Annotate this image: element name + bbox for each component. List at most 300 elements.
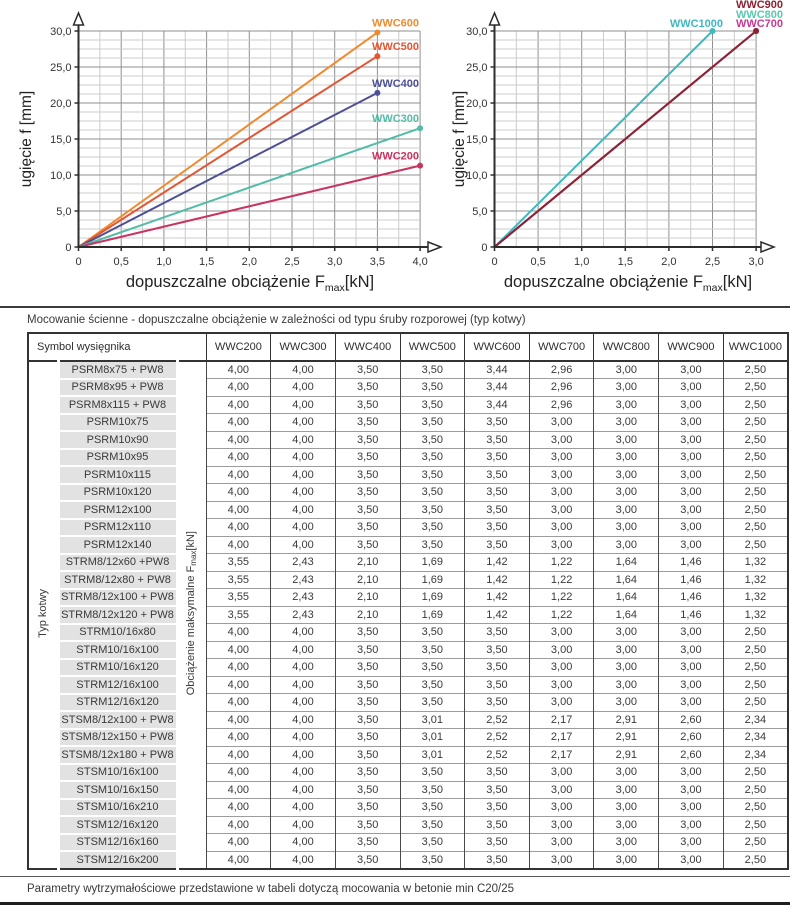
anchor-type-cell: STRM10/16x100 <box>58 641 177 659</box>
load-value-cell: 3,00 <box>594 379 659 397</box>
load-value-cell: 3,50 <box>335 746 400 764</box>
load-value-cell: 2,50 <box>723 379 788 397</box>
load-value-cell: 3,00 <box>659 449 724 467</box>
load-value-cell: 3,50 <box>335 519 400 537</box>
load-value-cell: 4,00 <box>206 466 271 484</box>
series-endpoint-WWC600 <box>374 29 380 35</box>
load-value-cell: 2,43 <box>271 606 336 624</box>
table-row <box>28 711 788 729</box>
column-header-WWC300: WWC300 <box>271 333 336 361</box>
load-value-cell: 4,00 <box>206 659 271 677</box>
load-value-cell: 3,00 <box>594 781 659 799</box>
load-value-cell: 3,00 <box>594 641 659 659</box>
load-value-cell: 4,00 <box>271 799 336 817</box>
table-row <box>28 676 788 694</box>
load-value-cell: 3,50 <box>335 536 400 554</box>
load-value-cell: 4,00 <box>271 519 336 537</box>
load-value-cell: 3,00 <box>594 431 659 449</box>
load-value-cell: 3,50 <box>335 694 400 712</box>
load-value-cell: 3,50 <box>465 431 530 449</box>
load-value-cell: 3,01 <box>400 729 465 747</box>
table-row <box>28 431 788 449</box>
y-tick-label: 20,0 <box>50 98 72 110</box>
load-value-cell: 4,00 <box>206 851 271 869</box>
load-value-cell: 3,00 <box>529 466 594 484</box>
load-value-cell: 2,60 <box>659 746 724 764</box>
load-value-cell: 3,00 <box>529 799 594 817</box>
anchor-type-cell: STSM10/16x100 <box>58 764 177 782</box>
load-value-cell: 3,00 <box>594 536 659 554</box>
series-endpoint-WWC300 <box>417 125 423 131</box>
load-value-cell: 3,50 <box>465 641 530 659</box>
y-tick-label: 25,0 <box>50 62 72 74</box>
load-value-cell: 3,00 <box>659 799 724 817</box>
load-value-cell: 4,00 <box>271 816 336 834</box>
load-value-cell: 3,00 <box>594 816 659 834</box>
load-value-cell: 1,42 <box>465 589 530 607</box>
load-value-cell: 3,44 <box>465 379 530 397</box>
load-value-cell: 3,00 <box>529 659 594 677</box>
load-value-cell: 1,46 <box>659 571 724 589</box>
x-tick-label: 0,5 <box>530 256 546 268</box>
load-value-cell: 3,00 <box>529 501 594 519</box>
load-value-cell: 4,00 <box>206 676 271 694</box>
load-value-cell: 3,55 <box>206 571 271 589</box>
load-value-cell: 3,50 <box>335 781 400 799</box>
series-label-WWC900: WWC900 <box>735 0 783 11</box>
load-value-cell: 3,01 <box>400 746 465 764</box>
load-value-cell: 2,96 <box>529 361 594 379</box>
y-tick-label: 20,0 <box>466 98 488 110</box>
load-value-cell: 4,00 <box>271 711 336 729</box>
load-value-cell: 2,10 <box>335 554 400 572</box>
load-value-cell: 2,50 <box>723 694 788 712</box>
load-value-cell: 3,50 <box>335 449 400 467</box>
series-label-WWC300: WWC300 <box>371 113 419 126</box>
deflection-chart-right-svg <box>450 0 790 302</box>
load-value-cell: 1,69 <box>400 606 465 624</box>
load-value-cell: 1,69 <box>400 589 465 607</box>
load-value-cell: 3,50 <box>465 466 530 484</box>
y-tick-label: 5,0 <box>472 206 488 218</box>
table-row <box>28 834 788 852</box>
fmax-unit-cell <box>177 361 206 869</box>
load-value-cell: 3,00 <box>594 361 659 379</box>
series-label-WWC600: WWC600 <box>371 17 419 30</box>
series-endpoint-WWC400 <box>374 90 380 96</box>
load-value-cell: 2,91 <box>594 729 659 747</box>
load-value-cell: 3,00 <box>594 519 659 537</box>
load-value-cell: 3,50 <box>335 764 400 782</box>
load-value-cell: 1,42 <box>465 606 530 624</box>
load-value-cell: 3,00 <box>659 396 724 414</box>
table-row <box>28 746 788 764</box>
load-value-cell: 4,00 <box>271 624 336 642</box>
load-value-cell: 3,50 <box>465 764 530 782</box>
load-value-cell: 3,50 <box>335 834 400 852</box>
load-value-cell: 3,50 <box>335 851 400 869</box>
load-value-cell: 3,50 <box>400 764 465 782</box>
load-value-cell: 4,00 <box>206 396 271 414</box>
column-header-WWC900: WWC900 <box>659 333 724 361</box>
load-value-cell: 3,50 <box>465 781 530 799</box>
load-value-cell: 3,00 <box>594 624 659 642</box>
load-value-cell: 2,50 <box>723 624 788 642</box>
y-tick-label: 10,0 <box>50 170 72 182</box>
table-row <box>28 624 788 642</box>
load-value-cell: 3,00 <box>594 396 659 414</box>
load-value-cell: 2,50 <box>723 519 788 537</box>
load-value-cell: 3,50 <box>465 834 530 852</box>
load-value-cell: 3,50 <box>465 659 530 677</box>
load-value-cell: 3,50 <box>400 519 465 537</box>
load-value-cell: 3,50 <box>400 396 465 414</box>
load-value-cell: 3,00 <box>529 676 594 694</box>
load-value-cell: 4,00 <box>206 641 271 659</box>
load-value-cell: 1,46 <box>659 554 724 572</box>
load-value-cell: 4,00 <box>206 746 271 764</box>
load-value-cell: 1,64 <box>594 589 659 607</box>
series-endpoint-WWC200 <box>417 163 423 169</box>
load-value-cell: 1,42 <box>465 571 530 589</box>
load-value-cell: 3,00 <box>529 764 594 782</box>
y-tick-label: 0 <box>481 242 488 254</box>
anchor-type-cell: PSRM10x115 <box>58 466 177 484</box>
load-value-cell: 4,00 <box>206 816 271 834</box>
load-value-cell: 2,50 <box>723 449 788 467</box>
load-value-cell: 3,00 <box>594 851 659 869</box>
load-value-cell: 3,00 <box>594 676 659 694</box>
x-tick-label: 4,0 <box>412 256 428 268</box>
anchor-type-cell: STSM12/16x200 <box>58 851 177 869</box>
anchor-type-cell: STSM8/12x100 + PW8 <box>58 711 177 729</box>
table-caption: Mocowanie ścienne - dopuszczalne obciążenie w zależności od typu śruby rozporowej (typ kotwy) <box>27 314 526 326</box>
load-value-cell: 3,00 <box>529 414 594 432</box>
load-value-cell: 3,00 <box>529 834 594 852</box>
load-value-cell: 1,32 <box>723 571 788 589</box>
load-value-cell: 4,00 <box>206 501 271 519</box>
anchor-type-cell: STSM10/16x150 <box>58 781 177 799</box>
load-value-cell: 2,10 <box>335 589 400 607</box>
load-value-cell: 4,00 <box>271 834 336 852</box>
load-value-cell: 3,01 <box>400 711 465 729</box>
load-value-cell: 3,00 <box>659 781 724 799</box>
load-value-cell: 3,50 <box>400 536 465 554</box>
anchor-type-cell: PSRM10x120 <box>58 484 177 502</box>
load-value-cell: 3,00 <box>659 536 724 554</box>
header-row <box>28 333 788 361</box>
row-group-label: Typ kotwy <box>36 588 49 638</box>
load-value-cell: 1,32 <box>723 589 788 607</box>
load-value-cell: 3,50 <box>335 799 400 817</box>
load-value-cell: 3,55 <box>206 589 271 607</box>
load-value-cell: 3,50 <box>335 816 400 834</box>
anchor-type-cell: STRM8/12x120 + PW8 <box>58 606 177 624</box>
load-value-cell: 3,50 <box>400 851 465 869</box>
table-row <box>28 764 788 782</box>
load-value-cell: 3,50 <box>335 624 400 642</box>
x-tick-label: 0 <box>75 256 82 268</box>
load-value-cell: 3,55 <box>206 606 271 624</box>
load-value-cell: 4,00 <box>206 729 271 747</box>
load-value-cell: 1,22 <box>529 589 594 607</box>
x-tick-label: 3,5 <box>369 256 386 268</box>
load-value-cell: 4,00 <box>206 361 271 379</box>
load-value-cell: 3,00 <box>659 379 724 397</box>
column-header-WWC1000: WWC1000 <box>723 333 788 361</box>
load-value-cell: 2,96 <box>529 379 594 397</box>
anchor-type-cell: PSRM8x115 + PW8 <box>58 396 177 414</box>
anchor-type-cell: STRM8/12x100 + PW8 <box>58 589 177 607</box>
series-label-WWC800: WWC800 <box>735 9 783 21</box>
table-row <box>28 571 788 589</box>
y-tick-label: 30,0 <box>466 26 488 38</box>
table-row <box>28 536 788 554</box>
load-value-cell: 1,46 <box>659 606 724 624</box>
load-value-cell: 2,17 <box>529 729 594 747</box>
table-row <box>28 589 788 607</box>
table-row <box>28 799 788 817</box>
x-tick-label: 1,0 <box>574 256 590 268</box>
column-header-WWC500: WWC500 <box>400 333 465 361</box>
load-value-cell: 3,00 <box>594 799 659 817</box>
table-row <box>28 396 788 414</box>
load-value-cell: 3,00 <box>529 816 594 834</box>
load-value-cell: 2,50 <box>723 536 788 554</box>
load-value-cell: 4,00 <box>271 449 336 467</box>
load-value-cell: 3,44 <box>465 396 530 414</box>
load-value-cell: 3,00 <box>659 694 724 712</box>
y-tick-label: 15,0 <box>50 134 72 146</box>
anchor-type-cell: STRM12/16x100 <box>58 676 177 694</box>
load-value-cell: 2,43 <box>271 554 336 572</box>
load-value-cell: 4,00 <box>271 536 336 554</box>
load-value-cell: 3,50 <box>335 379 400 397</box>
load-value-cell: 3,00 <box>529 431 594 449</box>
load-value-cell: 3,00 <box>659 676 724 694</box>
anchor-type-cell: STSM8/12x180 + PW8 <box>58 746 177 764</box>
load-value-cell: 3,00 <box>659 519 724 537</box>
load-value-cell: 1,69 <box>400 554 465 572</box>
load-value-cell: 3,50 <box>400 466 465 484</box>
load-value-cell: 3,00 <box>529 449 594 467</box>
load-value-cell: 4,00 <box>271 694 336 712</box>
load-value-cell: 4,00 <box>206 834 271 852</box>
table-row <box>28 379 788 397</box>
load-value-cell: 2,50 <box>723 466 788 484</box>
load-value-cell: 4,00 <box>271 746 336 764</box>
load-value-cell: 3,00 <box>659 764 724 782</box>
anchor-type-cell: STRM10/16x120 <box>58 659 177 677</box>
load-value-cell: 3,50 <box>465 694 530 712</box>
load-value-cell: 3,50 <box>400 431 465 449</box>
table-row <box>28 361 788 379</box>
load-value-cell: 2,50 <box>723 484 788 502</box>
load-value-cell: 3,00 <box>594 449 659 467</box>
anchor-type-cell: PSRM12x110 <box>58 519 177 537</box>
load-value-cell: 2,43 <box>271 571 336 589</box>
load-value-cell: 3,00 <box>659 466 724 484</box>
load-value-cell: 3,55 <box>206 554 271 572</box>
load-value-cell: 3,00 <box>594 659 659 677</box>
table-row <box>28 501 788 519</box>
load-value-cell: 3,00 <box>659 484 724 502</box>
load-value-cell: 4,00 <box>206 449 271 467</box>
series-endpoint-WWC500 <box>374 53 380 59</box>
load-value-cell: 3,00 <box>594 694 659 712</box>
load-value-cell: 1,32 <box>723 554 788 572</box>
load-value-cell: 2,50 <box>723 816 788 834</box>
load-value-cell: 1,22 <box>529 571 594 589</box>
load-value-cell: 2,34 <box>723 729 788 747</box>
table-row <box>28 466 788 484</box>
load-value-cell: 4,00 <box>206 519 271 537</box>
anchor-type-cell: STSM12/16x160 <box>58 834 177 852</box>
load-value-cell: 4,00 <box>271 431 336 449</box>
footnote-text: Parametry wytrzymałościowe przedstawione w tabeli dotyczą mocowania w betonie min C20/25 <box>27 882 515 895</box>
load-value-cell: 4,00 <box>271 414 336 432</box>
load-value-cell: 2,50 <box>723 361 788 379</box>
load-value-cell: 3,50 <box>335 414 400 432</box>
load-value-cell: 2,50 <box>723 396 788 414</box>
load-value-cell: 4,00 <box>271 729 336 747</box>
load-value-cell: 3,50 <box>400 414 465 432</box>
load-value-cell: 3,50 <box>465 624 530 642</box>
load-value-cell: 4,00 <box>271 484 336 502</box>
load-value-cell: 3,50 <box>400 484 465 502</box>
load-value-cell: 3,50 <box>400 799 465 817</box>
load-value-cell: 4,00 <box>206 799 271 817</box>
load-value-cell: 3,00 <box>659 624 724 642</box>
load-value-cell: 3,00 <box>659 834 724 852</box>
fmax-unit-label: Obciążenie maksymalne $F_{max}[kN]$ <box>185 531 199 696</box>
anchor-type-cell: STSM12/16x120 <box>58 816 177 834</box>
load-value-cell: 4,00 <box>271 501 336 519</box>
load-value-cell: 4,00 <box>271 659 336 677</box>
load-value-cell: 3,00 <box>659 501 724 519</box>
load-value-cell: 1,32 <box>723 606 788 624</box>
load-value-cell: 3,50 <box>400 501 465 519</box>
load-value-cell: 3,50 <box>400 834 465 852</box>
load-value-cell: 3,00 <box>659 641 724 659</box>
anchor-type-cell: PSRM12x100 <box>58 501 177 519</box>
load-value-cell: 2,91 <box>594 746 659 764</box>
load-value-cell: 3,00 <box>529 781 594 799</box>
load-value-cell: 4,00 <box>206 414 271 432</box>
load-value-cell: 3,50 <box>400 449 465 467</box>
load-value-cell: 3,00 <box>659 431 724 449</box>
x-axis-arrow-icon <box>428 242 441 252</box>
load-value-cell: 3,00 <box>594 466 659 484</box>
load-value-cell: 3,50 <box>335 641 400 659</box>
deflection-chart-right <box>450 0 790 302</box>
load-value-cell: 2,50 <box>723 414 788 432</box>
x-tick-label: 1,0 <box>156 256 172 268</box>
x-tick-label: 2,5 <box>704 256 721 268</box>
x-tick-label: 0,5 <box>113 256 129 268</box>
load-value-cell: 2,34 <box>723 746 788 764</box>
load-value-cell: 2,52 <box>465 711 530 729</box>
load-table-body <box>28 361 788 869</box>
table-row <box>28 851 788 869</box>
load-value-cell: 2,60 <box>659 711 724 729</box>
load-table-head <box>28 333 788 361</box>
load-value-cell: 4,00 <box>271 764 336 782</box>
column-header-WWC700: WWC700 <box>529 333 594 361</box>
load-value-cell: 3,50 <box>335 361 400 379</box>
load-value-cell: 1,42 <box>465 554 530 572</box>
load-value-cell: 3,50 <box>400 379 465 397</box>
load-value-cell: 3,50 <box>465 676 530 694</box>
corner-header: Symbol wysięgnika <box>28 333 206 361</box>
deflection-chart-left <box>0 0 450 302</box>
table-row <box>28 694 788 712</box>
load-value-cell: 1,64 <box>594 554 659 572</box>
load-value-cell: 3,00 <box>659 361 724 379</box>
y-axis-title: ugięcie f [mm] <box>451 90 468 188</box>
anchor-type-cell: PSRM10x95 <box>58 449 177 467</box>
x-axis-arrow-icon <box>761 242 774 252</box>
table-row <box>28 729 788 747</box>
load-value-cell: 3,50 <box>465 519 530 537</box>
load-value-cell: 3,50 <box>465 799 530 817</box>
load-value-cell: 3,50 <box>465 536 530 554</box>
load-value-cell: 2,10 <box>335 571 400 589</box>
x-axis-title: dopuszczalne obciążenie $F_{max}[kN]$ <box>125 273 375 294</box>
y-tick-label: 10,0 <box>466 170 488 182</box>
load-value-cell: 3,50 <box>400 816 465 834</box>
anchor-type-cell: STSM10/16x210 <box>58 799 177 817</box>
y-tick-label: 0 <box>65 242 72 254</box>
load-value-cell: 3,50 <box>335 466 400 484</box>
load-value-cell: 2,52 <box>465 729 530 747</box>
load-value-cell: 4,00 <box>271 641 336 659</box>
load-value-cell: 1,64 <box>594 571 659 589</box>
load-value-cell: 2,34 <box>723 711 788 729</box>
load-value-cell: 3,50 <box>335 659 400 677</box>
anchor-type-cell: STSM8/12x150 + PW8 <box>58 729 177 747</box>
x-tick-label: 3,0 <box>327 256 343 268</box>
load-value-cell: 4,00 <box>206 781 271 799</box>
load-value-cell: 3,50 <box>400 694 465 712</box>
load-value-cell: 1,22 <box>529 606 594 624</box>
load-value-cell: 2,50 <box>723 676 788 694</box>
load-value-cell: 3,50 <box>335 676 400 694</box>
load-table <box>27 332 789 870</box>
x-tick-label: 3,0 <box>748 256 764 268</box>
load-value-cell: 1,46 <box>659 589 724 607</box>
load-value-cell: 4,00 <box>206 711 271 729</box>
charts-row <box>0 0 790 302</box>
load-value-cell: 4,00 <box>206 379 271 397</box>
load-value-cell: 2,17 <box>529 746 594 764</box>
load-value-cell: 3,50 <box>400 659 465 677</box>
y-axis-arrow-icon <box>490 13 500 25</box>
load-value-cell: 4,00 <box>271 361 336 379</box>
anchor-type-cell: PSRM10x75 <box>58 414 177 432</box>
series-label-WWC1000: WWC1000 <box>669 18 723 30</box>
load-value-cell: 2,50 <box>723 659 788 677</box>
load-value-cell: 2,43 <box>271 589 336 607</box>
y-tick-label: 5,0 <box>56 206 72 218</box>
series-label-WWC700: WWC700 <box>735 18 783 30</box>
load-value-cell: 3,00 <box>594 764 659 782</box>
load-value-cell: 4,00 <box>271 466 336 484</box>
load-value-cell: 3,50 <box>400 624 465 642</box>
series-label-WWC200: WWC200 <box>371 150 419 163</box>
series-label-WWC400: WWC400 <box>371 77 419 90</box>
load-value-cell: 3,00 <box>529 624 594 642</box>
